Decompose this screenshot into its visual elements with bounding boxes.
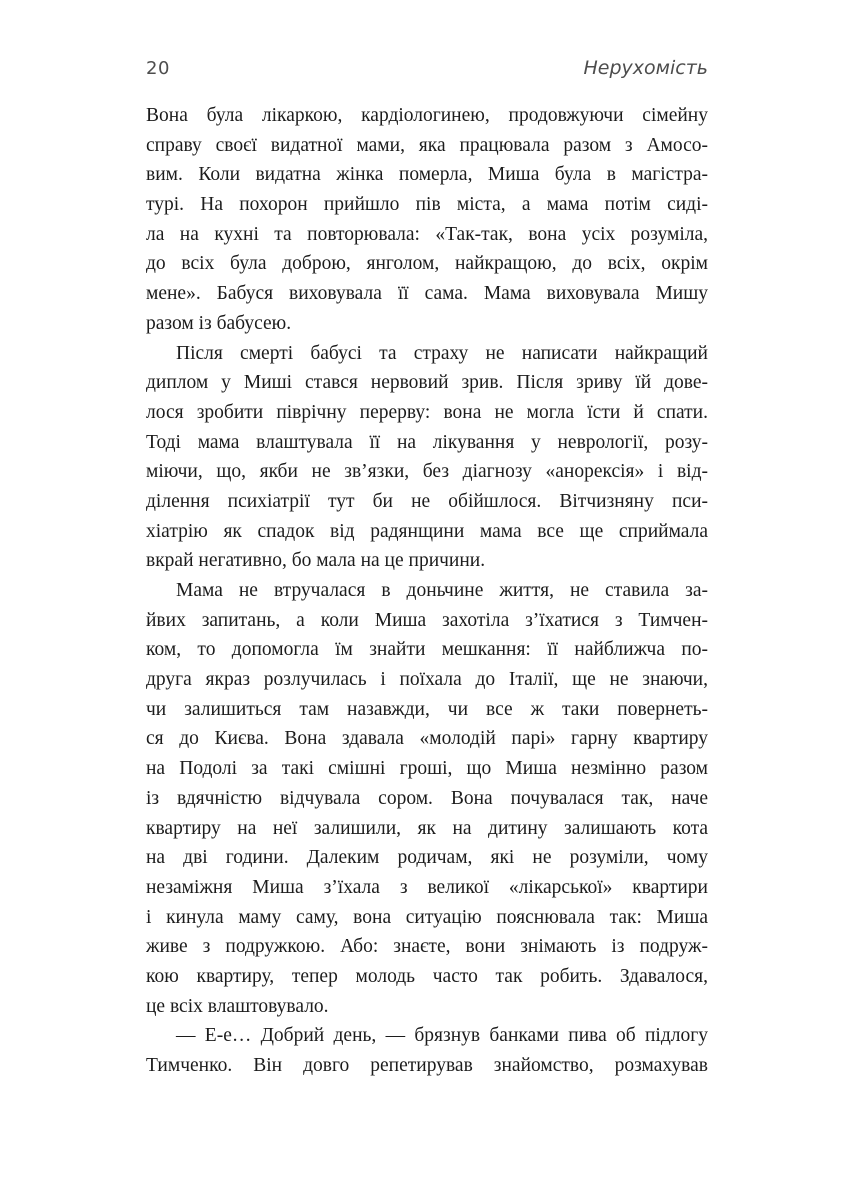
text-line: Тимченко. Він довго репетирував знайомство, розмахував — [146, 1055, 708, 1076]
text-line: чи залишиться там назавжди, чи все ж таки повернеть- — [146, 698, 708, 720]
text-line: — Е-е… Добрий день, — брязнув банками пива об підлогу — [176, 1025, 708, 1047]
text-line: на Подолі за такі смішні гроші, що Миша незмінно разом — [146, 758, 708, 780]
text-line: ла на кухні та повторювала: «Так-так, вона усіх розуміла, — [146, 223, 708, 245]
text-line: із вдячністю відчувала сором. Вона почувалася так, наче — [146, 787, 708, 809]
text-line: це всіх влаштовувало. — [146, 995, 329, 1017]
text-line: незаміжня Миша з’їхала з великої «лікарської» квартири — [146, 876, 708, 898]
text-line: диплом у Миші стався нервовий зрив. Після зриву їй дове- — [146, 372, 708, 394]
text-line: ділення психіатрії тут би не обійшлося. Вітчизняну пси- — [146, 490, 708, 512]
text-line: турі. На похорон прийшло пів міста, а мама потім сиді- — [146, 194, 708, 216]
running-title: Нерухомість — [583, 57, 708, 79]
text-line: Вона була лікаркою, кардіологинею, продовжуючи сімейну — [146, 105, 708, 126]
text-line: до всіх була доброю, янголом, найкращою, до всіх, окрім — [146, 253, 708, 275]
text-line: друга якраз розлучилась і поїхала до Італії, ще не знаючи, — [146, 669, 708, 691]
text-line: разом із бабусею. — [146, 312, 292, 334]
text-line: Тоді мама влаштувала її на лікування у неврології, розу- — [146, 431, 708, 453]
text-line: міючи, що, якби не зв’язки, без діагнозу «анорексія» і від- — [146, 461, 708, 483]
text-line: мене». Бабуся виховувала її сама. Мама виховувала Мишу — [146, 283, 708, 305]
page-number: 20 — [146, 58, 170, 79]
text-line: вкрай негативно, бо мала на це причини. — [146, 550, 486, 572]
text-line: кою квартиру, тепер молодь часто так робить. Здавалося, — [146, 965, 708, 987]
text-line: ком, то допомогла їм знайти мешкання: її найближча по- — [146, 639, 708, 661]
text-line: Після смерті бабусі та страху не написати найкращий — [176, 342, 708, 364]
text-line: на дві години. Далеким родичам, які не розуміли, чому — [146, 847, 708, 869]
text-line: ся до Києва. Вона здавала «молодій парі» гарну квартиру — [146, 728, 708, 750]
text-line: і кинула маму саму, вона ситуацію пояснювала так: Миша — [146, 906, 708, 928]
text-line: живе з подружкою. Або: знаєте, вони знімають із подруж- — [146, 936, 708, 958]
text-line: квартиру на неї залишили, як на дитину залишають кота — [146, 817, 708, 839]
text-line: хіатрію як спадок від радянщини мама все ще сприймала — [146, 520, 708, 542]
text-line: вим. Коли видатна жінка померла, Миша була в магістра- — [146, 164, 708, 186]
page-body — [146, 101, 708, 1081]
text-line: лося зробити піврічну перерву: вона не могла їсти й спати. — [146, 401, 708, 423]
text-line: Мама не втручалася в доньчине життя, не ставила за- — [176, 580, 708, 601]
text-line: йвих запитань, а коли Миша захотіла з’їхатися з Тимчен- — [146, 609, 708, 631]
text-line: справу своєї видатної мами, яка працювала разом з Амосо- — [146, 134, 708, 156]
page-header — [146, 57, 708, 79]
